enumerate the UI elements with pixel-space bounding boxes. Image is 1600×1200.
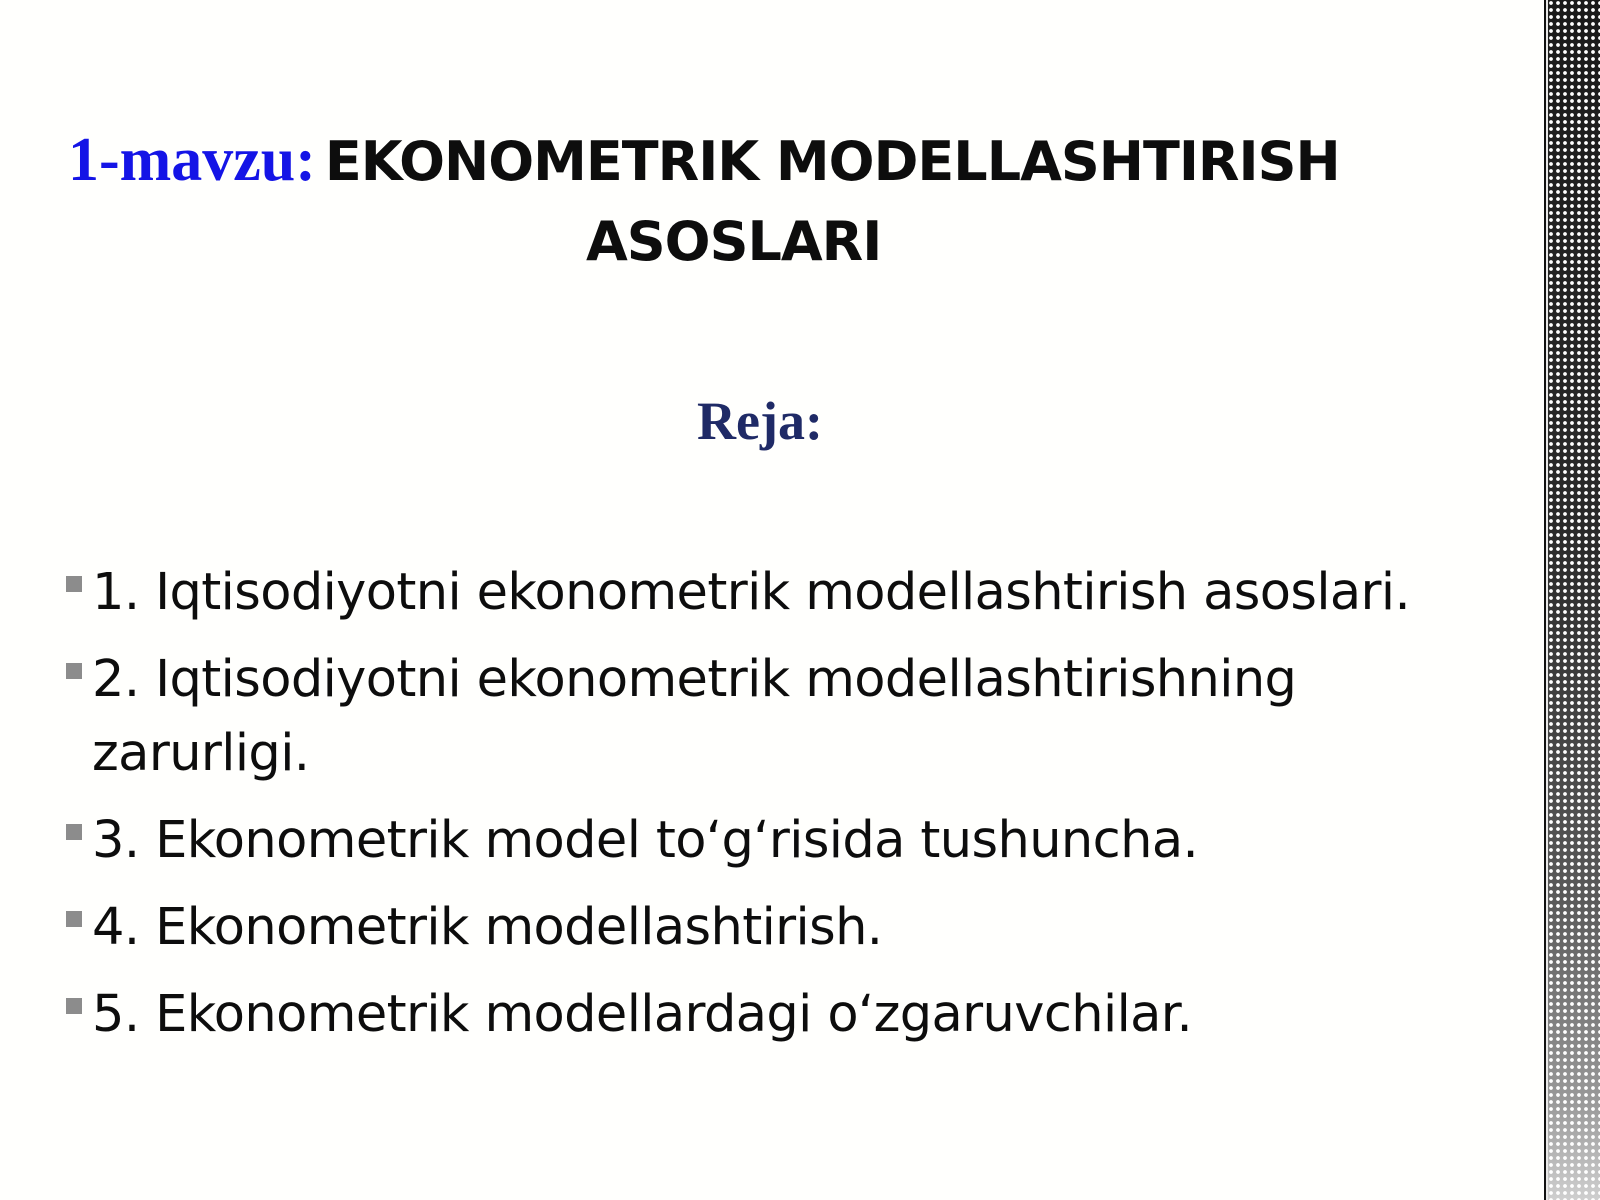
plan-item-text: 4. Ekonometrik modellashtirish. [92,898,883,957]
plan-item-1 [62,556,1462,630]
topic-number: 1-mavzu: [68,126,316,194]
plan-item-text: 1. Iqtisodiyotni ekonometrik modellashtirish asoslari. [92,563,1411,622]
plan-item-text: 3. Ekonometrik model to‘g‘risida tushuncha. [92,811,1199,870]
plan-item-4 [62,891,1462,965]
square-bullet-icon [66,824,82,840]
title-line-2: ASOSLARI [586,210,882,273]
plan-list [62,556,1462,1065]
decorative-side-pattern [1548,0,1600,1200]
square-bullet-icon [66,663,82,679]
title-line-1: EKONOMETRIK MODELLASHTIRISH [324,130,1340,193]
slide-title [68,118,1468,211]
square-bullet-icon [66,911,82,927]
square-bullet-icon [66,998,82,1014]
square-bullet-icon [66,576,82,592]
plan-item-text: 2. Iqtisodiyotni ekonometrik modellashtirishning zarurligi. [92,650,1297,783]
plan-item-5 [62,978,1462,1052]
plan-item-3 [62,804,1462,878]
plan-item-2 [62,643,1462,791]
plan-heading: Reja: [697,391,823,451]
plan-item-text: 5. Ekonometrik modellardagi o‘zgaruvchilar. [92,985,1193,1044]
